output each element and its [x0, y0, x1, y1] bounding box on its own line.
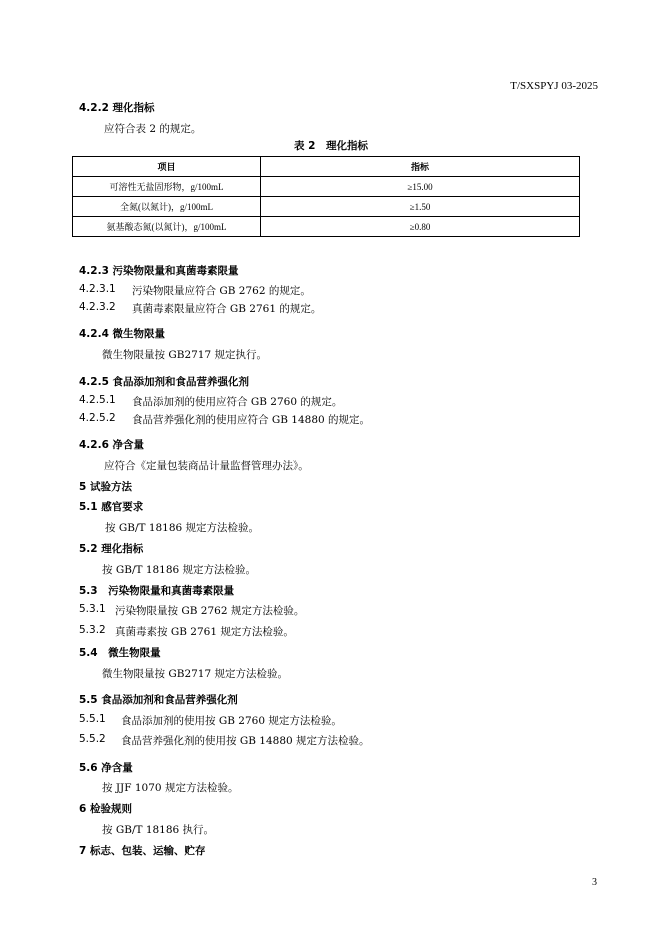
clause-4-2-3-1-number: 4.2.3.1 [79, 283, 116, 295]
table-row [73, 177, 580, 197]
paragraph-5-4: 微生物限量按 GB2717 规定方法检验。 [102, 668, 289, 680]
heading-6: 6 检验规则 [79, 803, 132, 815]
heading-4-2-6: 4.2.6 净含量 [79, 439, 145, 451]
paragraph-5-6: 按 JJF 1070 规定方法检验。 [102, 782, 239, 794]
heading-5-6: 5.6 净含量 [79, 762, 133, 774]
table-cell-item: 可溶性无盐固形物，g/100mL [73, 177, 261, 197]
table-cell-value: ≥1.50 [261, 197, 580, 217]
clause-5-3-1-number: 5.3.1 [79, 603, 106, 615]
table-row [73, 197, 580, 217]
paragraph-4-2-2: 应符合表 2 的规定。 [104, 123, 202, 135]
heading-4-2-4: 4.2.4 微生物限量 [79, 328, 166, 340]
heading-5-1: 5.1 感官要求 [79, 501, 144, 513]
clause-4-2-5-2-number: 4.2.5.2 [79, 412, 116, 424]
paragraph-4-2-6: 应符合《定量包装商品计量监督管理办法》。 [104, 460, 309, 472]
table-header-index: 指标 [261, 157, 580, 177]
clause-5-5-2-number: 5.5.2 [79, 733, 106, 745]
clause-4-2-3-2-number: 4.2.3.2 [79, 301, 116, 313]
clause-4-2-5-2-text: 食品营养强化剂的使用应符合 GB 14880 的规定。 [132, 414, 371, 426]
table-cell-item: 全氮(以氮计)，g/100mL [73, 197, 261, 217]
clause-4-2-3-2-text: 真菌毒素限量应符合 GB 2761 的规定。 [132, 303, 322, 315]
physicochemical-table [72, 156, 580, 237]
heading-7: 7 标志、包装、运输、贮存 [79, 845, 206, 857]
table-row [73, 217, 580, 237]
heading-4-2-3: 4.2.3 污染物限量和真菌毒素限量 [79, 265, 239, 277]
paragraph-5-2: 按 GB/T 18186 规定方法检验。 [102, 564, 257, 576]
paragraph-6: 按 GB/T 18186 执行。 [102, 824, 215, 836]
paragraph-4-2-4: 微生物限量按 GB2717 规定执行。 [102, 349, 268, 361]
table-cell-value: ≥0.80 [261, 217, 580, 237]
clause-4-2-5-1-text: 食品添加剂的使用应符合 GB 2760 的规定。 [132, 396, 343, 408]
heading-5: 5 试验方法 [79, 481, 132, 493]
clause-5-5-2-text: 食品营养强化剂的使用按 GB 14880 规定方法检验。 [121, 735, 370, 747]
heading-5-4: 5.4 微生物限量 [79, 647, 161, 659]
heading-4-2-5: 4.2.5 食品添加剂和食品营养强化剂 [79, 376, 250, 388]
paragraph-5-1: 按 GB/T 18186 规定方法检验。 [105, 522, 260, 534]
clause-4-2-3-1-text: 污染物限量应符合 GB 2762 的规定。 [132, 285, 311, 297]
table-header-row [73, 157, 580, 177]
heading-5-5: 5.5 食品添加剂和食品营养强化剂 [79, 694, 238, 706]
table-caption: 表 2 理化指标 [294, 140, 368, 152]
table-cell-item: 氨基酸态氮(以氮计)，g/100mL [73, 217, 261, 237]
clause-4-2-5-1-number: 4.2.5.1 [79, 394, 116, 406]
clause-5-5-1-text: 食品添加剂的使用按 GB 2760 规定方法检验。 [121, 715, 342, 727]
clause-5-3-1-text: 污染物限量按 GB 2762 规定方法检验。 [115, 605, 305, 617]
heading-5-3: 5.3 污染物限量和真菌毒素限量 [79, 585, 235, 597]
clause-5-3-2-number: 5.3.2 [79, 624, 106, 636]
table-cell-value: ≥15.00 [261, 177, 580, 197]
table-header-item: 项目 [73, 157, 261, 177]
document-code: T/SXSPYJ 03-2025 [510, 80, 598, 92]
heading-4-2-2: 4.2.2 理化指标 [79, 102, 155, 114]
clause-5-3-2-text: 真菌毒素按 GB 2761 规定方法检验。 [115, 626, 294, 638]
page-number: 3 [592, 877, 597, 888]
clause-5-5-1-number: 5.5.1 [79, 713, 106, 725]
heading-5-2: 5.2 理化指标 [79, 543, 144, 555]
